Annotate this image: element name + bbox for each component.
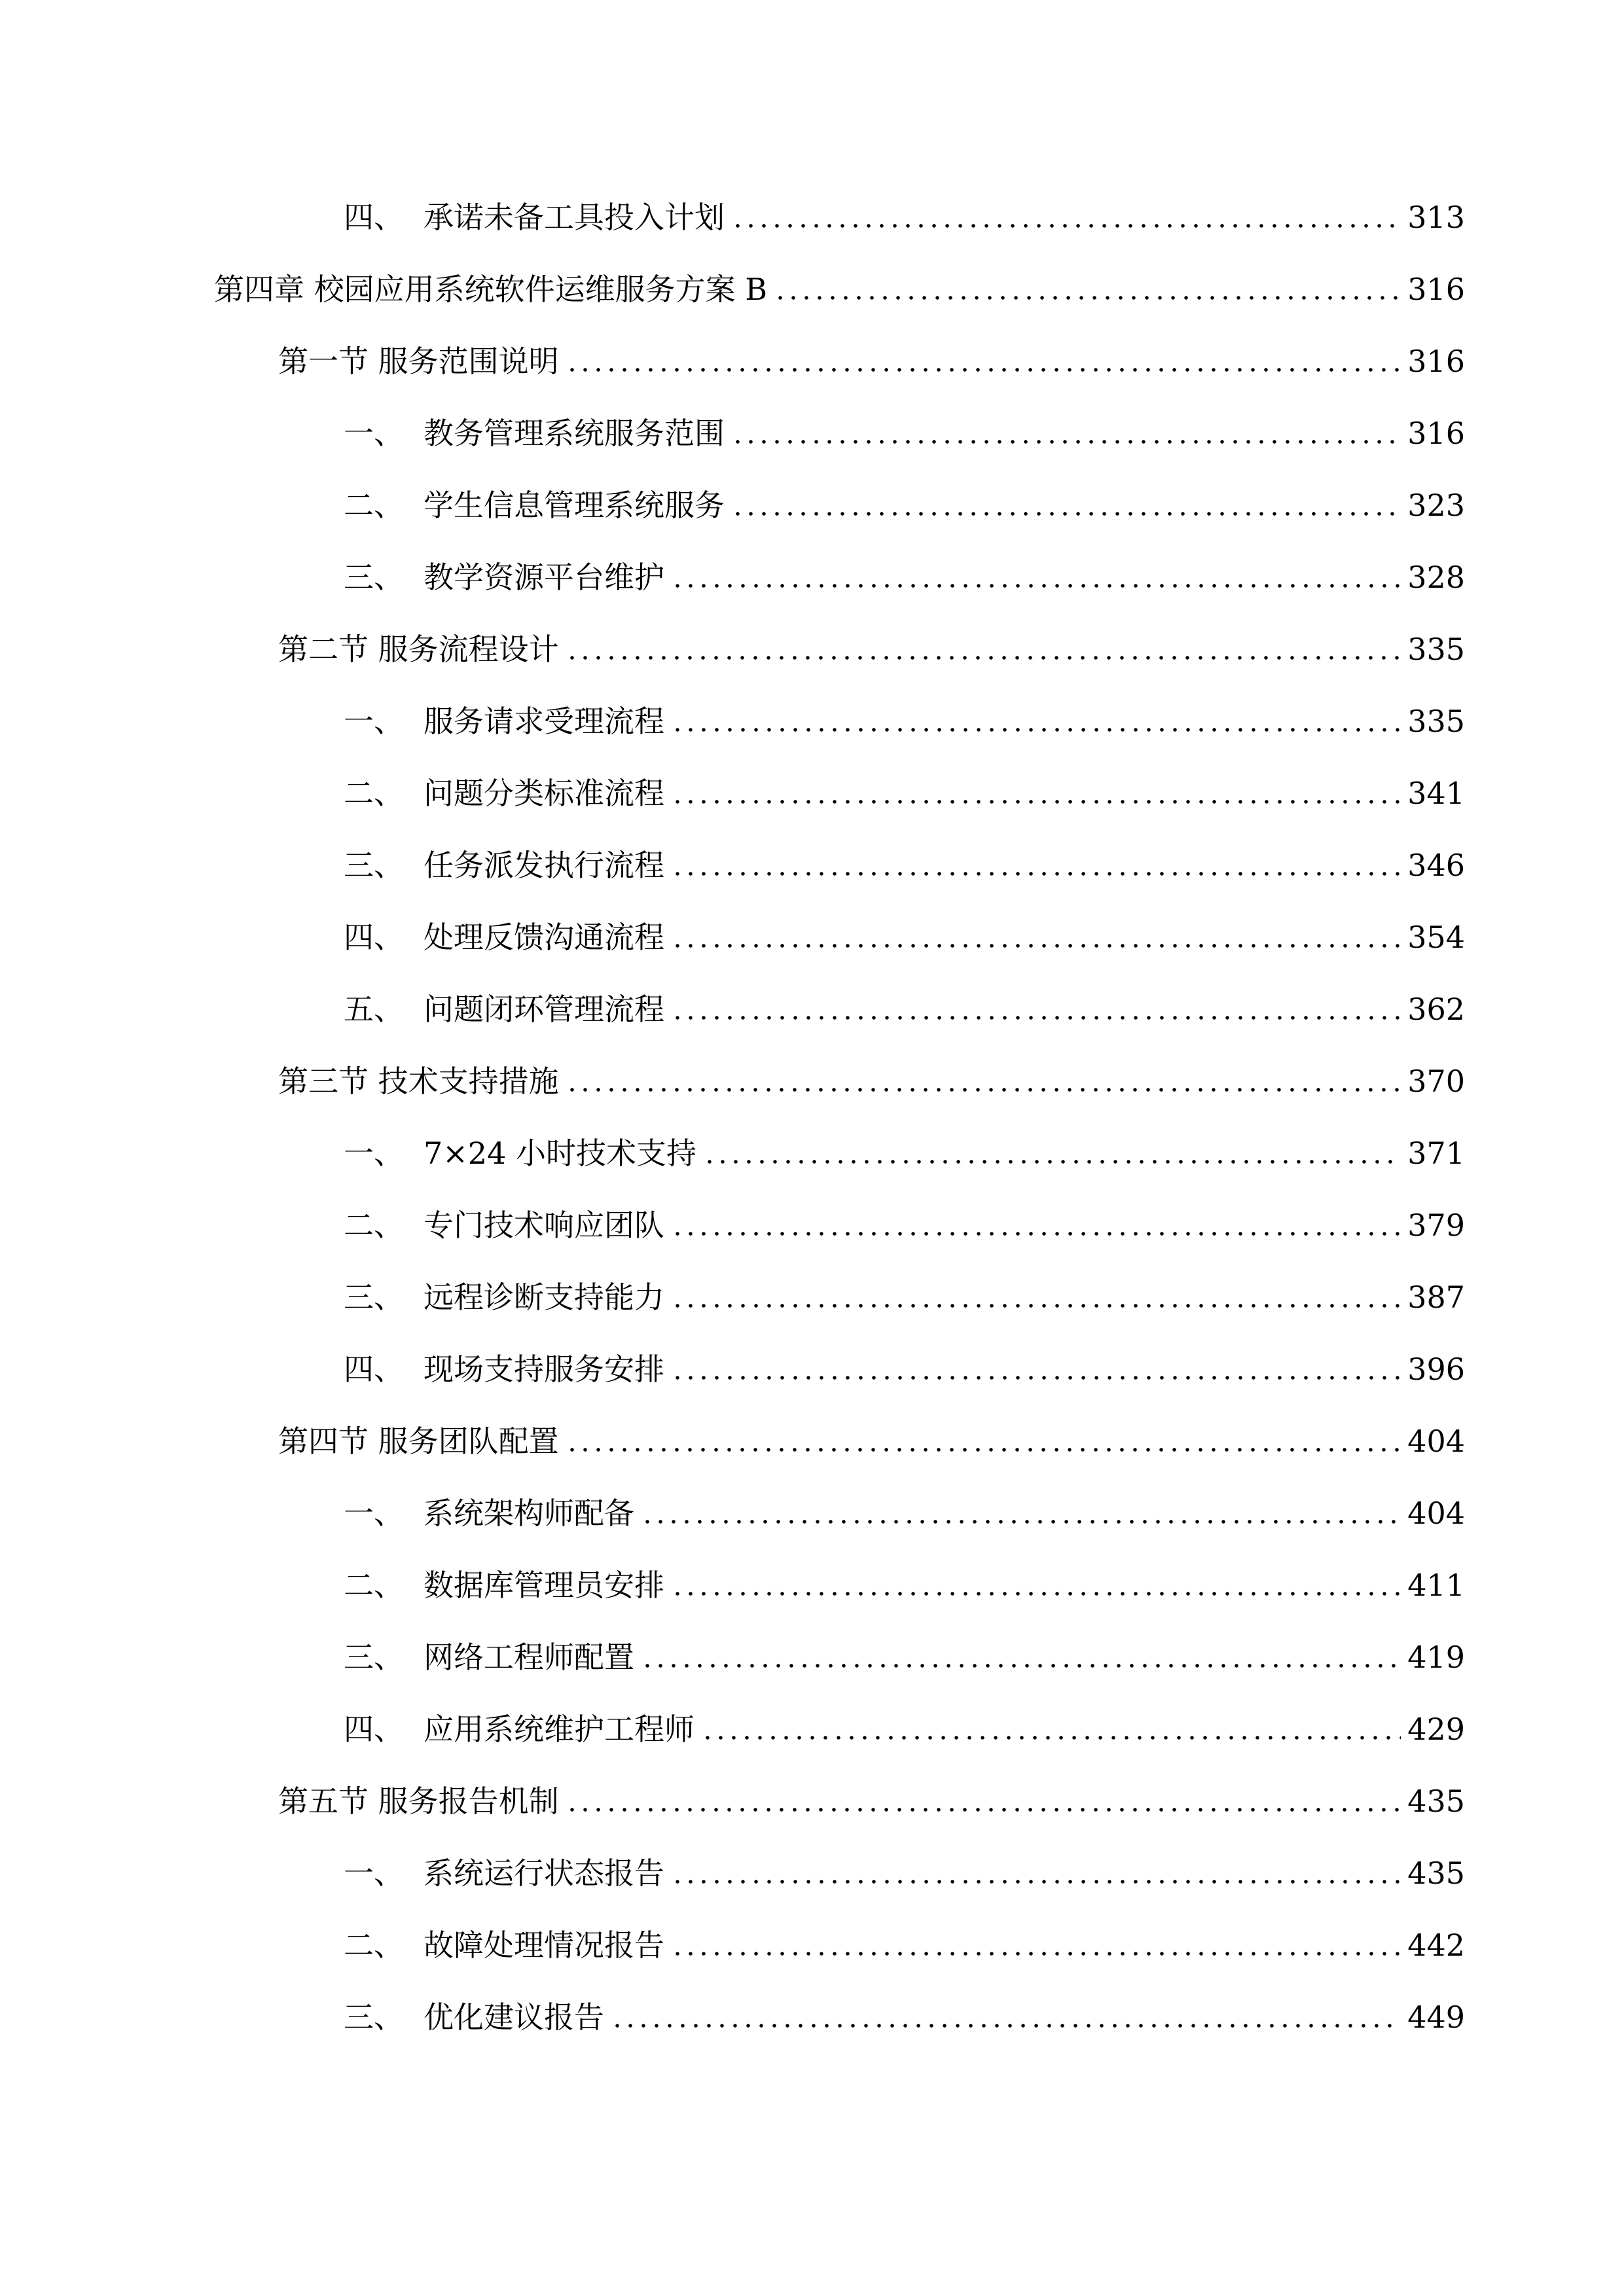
entry-page-number: 316 (1407, 416, 1465, 451)
entry-title: 学生信息管理系统服务 (424, 488, 725, 523)
dot-leader (671, 1880, 1401, 1884)
entry-title: 处理反馈沟通流程 (424, 920, 664, 955)
entry-page-number: 335 (1407, 704, 1465, 739)
entry-page-number: 313 (1407, 200, 1465, 235)
entry-title: 优化建议报告 (424, 2000, 604, 2035)
dot-leader (671, 1304, 1401, 1308)
entry-page-number: 429 (1407, 1712, 1465, 1747)
toc-entry-section[interactable] (278, 1418, 1465, 1464)
entry-title: 专门技术响应团队 (424, 1208, 664, 1243)
entry-title: 故障处理情况报告 (424, 1928, 664, 1963)
entry-page-number: 335 (1407, 632, 1465, 667)
toc-entry[interactable] (344, 1850, 1465, 1896)
entry-number: 三、 (344, 2000, 404, 2035)
dot-leader (671, 1376, 1401, 1380)
entry-number: 二、 (344, 776, 404, 811)
dot-leader (671, 1952, 1401, 1956)
dot-leader (611, 2024, 1401, 2028)
entry-title: 教务管理系统服务范围 (424, 416, 725, 451)
entry-page-number: 387 (1407, 1280, 1465, 1315)
entry-title: 教学资源平台维护 (424, 560, 664, 595)
toc-entry[interactable] (344, 770, 1465, 816)
dot-leader (671, 944, 1401, 948)
toc-entry[interactable] (344, 1202, 1465, 1248)
dot-leader (671, 872, 1401, 876)
dot-leader (566, 368, 1401, 372)
entry-page-number: 346 (1407, 848, 1465, 883)
toc-entry[interactable] (344, 554, 1465, 600)
entry-title: 第三节 技术支持措施 (278, 1064, 559, 1099)
entry-page-number: 379 (1407, 1208, 1465, 1243)
toc-entry-chapter[interactable] (214, 266, 1465, 312)
entry-title: 问题闭环管理流程 (424, 992, 664, 1027)
toc-entry[interactable] (344, 698, 1465, 744)
dot-leader (566, 656, 1401, 660)
dot-leader (701, 1736, 1401, 1740)
entry-title: 承诺未备工具投入计划 (424, 200, 725, 235)
dot-leader (566, 1808, 1401, 1812)
entry-title: 第一节 服务范围说明 (278, 344, 559, 379)
entry-page-number: 435 (1407, 1856, 1465, 1891)
dot-leader (641, 1520, 1401, 1524)
entry-page-number: 354 (1407, 920, 1465, 955)
entry-title: 任务派发执行流程 (424, 848, 664, 883)
dot-leader (731, 440, 1401, 444)
entry-number: 一、 (344, 416, 404, 451)
toc-entry[interactable] (344, 1706, 1465, 1752)
entry-title: 数据库管理员安排 (424, 1568, 664, 1603)
entry-title: 远程诊断支持能力 (424, 1280, 664, 1315)
entry-page-number: 316 (1407, 344, 1465, 379)
entry-number: 一、 (344, 1856, 404, 1891)
entry-number: 四、 (344, 1352, 404, 1387)
entry-number: 三、 (344, 560, 404, 595)
entry-page-number: 396 (1407, 1352, 1465, 1387)
entry-page-number: 419 (1407, 1640, 1465, 1675)
entry-number: 二、 (344, 1928, 404, 1963)
entry-number: 四、 (344, 200, 404, 235)
entry-number: 三、 (344, 848, 404, 883)
toc-entry-section[interactable] (278, 626, 1465, 672)
entry-page-number: 404 (1407, 1496, 1465, 1531)
toc-entry[interactable] (344, 410, 1465, 456)
entry-page-number: 323 (1407, 488, 1465, 523)
dot-leader (671, 1232, 1401, 1236)
entry-title: 第二节 服务流程设计 (278, 632, 559, 667)
dot-leader (671, 800, 1401, 804)
entry-title: 现场支持服务安排 (424, 1352, 664, 1387)
entry-page-number: 371 (1407, 1136, 1465, 1171)
entry-title: 系统架构师配备 (424, 1496, 634, 1531)
dot-leader (703, 1160, 1401, 1164)
entry-title: 第四节 服务团队配置 (278, 1424, 559, 1459)
toc-entry-section[interactable] (278, 338, 1465, 384)
entry-page-number: 435 (1407, 1784, 1465, 1819)
entry-number: 四、 (344, 1712, 404, 1747)
dot-leader (731, 224, 1401, 228)
entry-title: 服务请求受理流程 (424, 704, 664, 739)
entry-title: 第五节 服务报告机制 (278, 1784, 559, 1819)
dot-leader (641, 1664, 1401, 1668)
entry-title: 网络工程师配置 (424, 1640, 634, 1675)
dot-leader (566, 1088, 1401, 1092)
entry-page-number: 449 (1407, 2000, 1465, 2035)
toc-entry[interactable] (344, 1130, 1465, 1176)
entry-page-number: 362 (1407, 992, 1465, 1027)
entry-page-number: 404 (1407, 1424, 1465, 1459)
toc-entry[interactable] (344, 1274, 1465, 1320)
toc-entry-section[interactable] (278, 1778, 1465, 1824)
entry-title: 应用系统维护工程师 (424, 1712, 695, 1747)
toc-entry[interactable] (344, 1634, 1465, 1680)
entry-title: 7×24 小时技术支持 (424, 1136, 696, 1171)
dot-leader (671, 728, 1401, 732)
toc-entry[interactable] (344, 482, 1465, 528)
entry-number: 一、 (344, 1496, 404, 1531)
dot-leader (774, 296, 1401, 300)
dot-leader (671, 1016, 1401, 1020)
entry-number: 三、 (344, 1640, 404, 1675)
entry-title: 第四章 校园应用系统软件运维服务方案 B (214, 272, 768, 307)
toc-entry[interactable] (344, 1922, 1465, 1968)
dot-leader (731, 512, 1401, 516)
toc-entry-section[interactable] (278, 1058, 1465, 1104)
toc-entry[interactable] (344, 1346, 1465, 1392)
entry-title: 系统运行状态报告 (424, 1856, 664, 1891)
dot-leader (566, 1448, 1401, 1452)
dot-leader (671, 584, 1401, 588)
entry-page-number: 316 (1407, 272, 1465, 307)
entry-number: 二、 (344, 1568, 404, 1603)
dot-leader (671, 1592, 1401, 1596)
entry-number: 四、 (344, 920, 404, 955)
entry-page-number: 341 (1407, 776, 1465, 811)
toc-entry[interactable] (344, 194, 1465, 240)
toc-entry[interactable] (344, 842, 1465, 888)
entry-number: 一、 (344, 1136, 404, 1171)
entry-page-number: 328 (1407, 560, 1465, 595)
toc-entry[interactable] (344, 986, 1465, 1032)
toc-entry[interactable] (344, 914, 1465, 960)
toc-entry[interactable] (344, 1994, 1465, 2040)
toc-entry[interactable] (344, 1490, 1465, 1536)
entry-number: 三、 (344, 1280, 404, 1315)
entry-page-number: 411 (1407, 1568, 1465, 1603)
toc-entry[interactable] (344, 1562, 1465, 1608)
entry-page-number: 370 (1407, 1064, 1465, 1099)
entry-number: 一、 (344, 704, 404, 739)
entry-number: 二、 (344, 1208, 404, 1243)
entry-number: 五、 (344, 992, 404, 1027)
entry-page-number: 442 (1407, 1928, 1465, 1963)
entry-title: 问题分类标准流程 (424, 776, 664, 811)
entry-number: 二、 (344, 488, 404, 523)
